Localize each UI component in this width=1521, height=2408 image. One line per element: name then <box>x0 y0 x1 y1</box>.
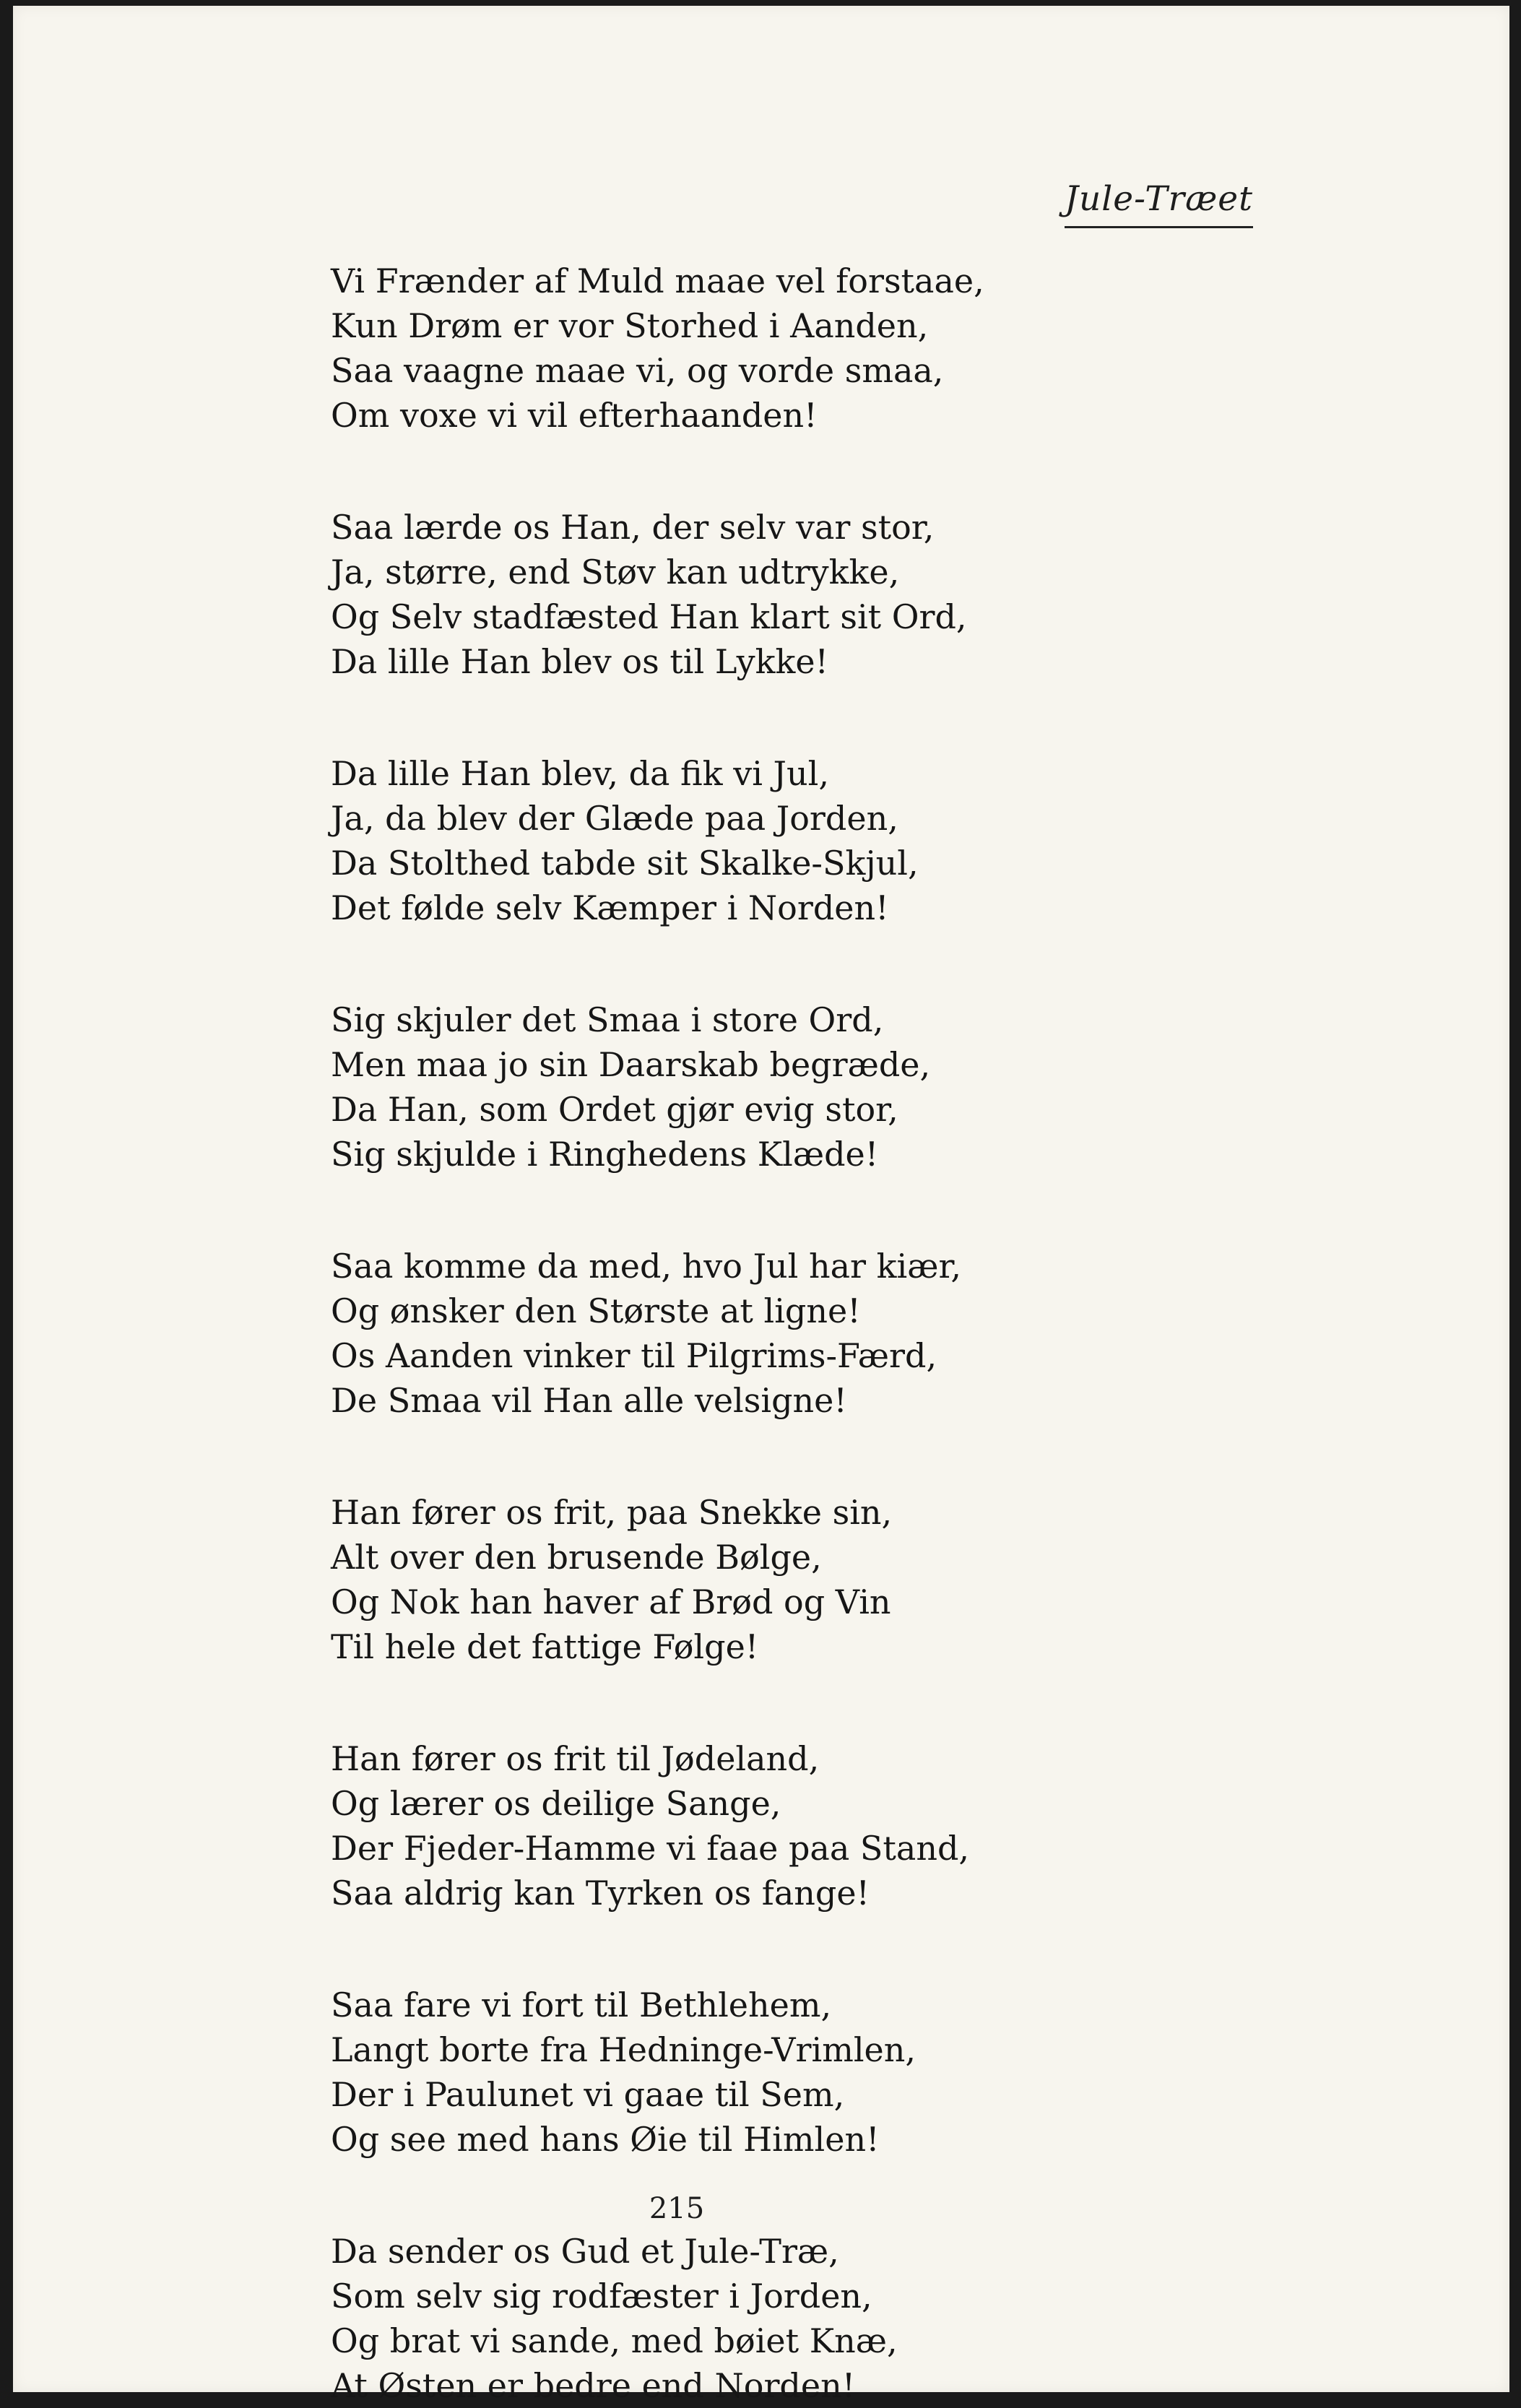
verse-line: Vi Frænder af Muld maae vel forstaae, <box>331 261 984 300</box>
verse-line: Og Nok han haver af Brød og Vin <box>331 1582 891 1621</box>
stanza <box>331 751 1378 930</box>
verse-line: Og Selv stadfæsted Han klart sit Ord, <box>331 597 967 636</box>
verse-line: Han fører os frit til Jødeland, <box>331 1739 820 1778</box>
verse-line: Alt over den brusende Bølge, <box>331 1538 822 1577</box>
stanza <box>331 2229 1378 2408</box>
verse-line: Da Han, som Ordet gjør evig stor, <box>331 1090 898 1129</box>
verse-line: Og lærer os deilige Sange, <box>331 1784 781 1823</box>
running-head: Jule-Træet <box>1065 179 1253 228</box>
verse-line: Ja, større, end Støv kan udtrykke, <box>331 553 900 592</box>
verse-line: Saa aldrig kan Tyrken os fange! <box>331 1874 870 1913</box>
verse-line: Saa komme da med, hvo Jul har kiær, <box>331 1247 962 1286</box>
verse-line: At Østen er bedre end Norden! <box>331 2366 856 2405</box>
stanza <box>331 1736 1378 1915</box>
verse-line: Der i Paulunet vi gaae til Sem, <box>331 2075 845 2114</box>
verse-line: Som selv sig rodfæster i Jorden, <box>331 2277 872 2316</box>
verse-line: Til hele det fattige Følge! <box>331 1627 759 1666</box>
verse-line: Sig skjuler det Smaa i store Ord, <box>331 1000 884 1039</box>
verse-line: Det følde selv Kæmper i Norden! <box>331 888 889 927</box>
verse-line: Os Aanden vinker til Pilgrims-Færd, <box>331 1336 937 1375</box>
verse-line: De Smaa vil Han alle velsigne! <box>331 1381 847 1420</box>
book-page <box>13 6 1509 2405</box>
verse-line: Langt borte fra Hedninge-Vrimlen, <box>331 2030 916 2069</box>
page-number: 215 <box>649 2192 705 2225</box>
verse-line: Han fører os frit, paa Snekke sin, <box>331 1493 893 1532</box>
verse-line: Da Stolthed tabde sit Skalke-Skjul, <box>331 844 919 883</box>
verse-line: Der Fjeder-Hamme vi faae paa Stand, <box>331 1829 970 1868</box>
verse-line: Og ønsker den Største at ligne! <box>331 1291 861 1330</box>
verse-line: Da lille Han blev, da fik vi Jul, <box>331 754 829 793</box>
verse-line: Kun Drøm er vor Storhed i Aanden, <box>331 306 929 345</box>
stanza <box>331 505 1378 684</box>
verse-line: Ja, da blev der Glæde paa Jorden, <box>331 799 898 838</box>
verse-line: Saa lærde os Han, der selv var stor, <box>331 508 935 547</box>
verse-line: Da sender os Gud et Jule-Træ, <box>331 2232 839 2271</box>
verse-line: Da lille Han blev os til Lykke! <box>331 642 829 681</box>
stanza <box>331 997 1378 1177</box>
verse-line: Sig skjulde i Ringhedens Klæde! <box>331 1135 879 1174</box>
verse-line: Saa vaagne maae vi, og vorde smaa, <box>331 351 944 390</box>
verse-line: Saa fare vi fort til Bethlehem, <box>331 1985 832 2024</box>
poem <box>331 259 1378 2408</box>
verse-line: Men maa jo sin Daarskab begræde, <box>331 1045 931 1084</box>
verse-line: Om voxe vi vil efterhaanden! <box>331 396 818 435</box>
verse-line: Og brat vi sande, med bøiet Knæ, <box>331 2321 898 2360</box>
stanza <box>331 1244 1378 1423</box>
stanza <box>331 1490 1378 1669</box>
stanza <box>331 1983 1378 2162</box>
verse-line: Og see med hans Øie til Himlen! <box>331 2120 880 2159</box>
stanza <box>331 259 1378 438</box>
